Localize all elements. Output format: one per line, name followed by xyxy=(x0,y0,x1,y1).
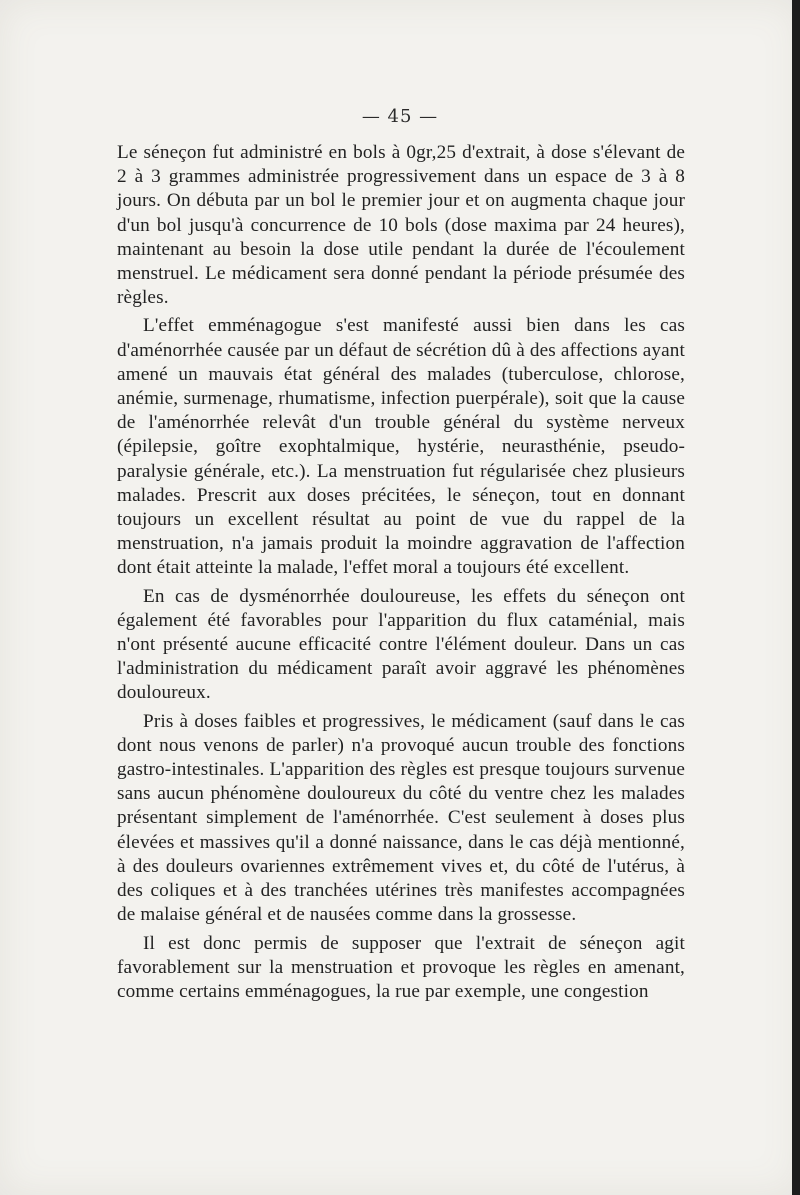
body-text xyxy=(117,141,685,1004)
paragraph: Pris à doses faibles et progressives, le médicament (sauf dans le cas dont nous venons de parler) n'a provoqué aucun trouble des fonctions gastro-intestinales. L'apparition des règles est presque toujours survenue sans aucun phénomène douloureux du côté du ventre chez les malades présentant simplement de l'aménorrhée. C'est seulement à doses plus élevées et massives qu'il a donné naissance, dans le cas déjà mentionné, à des douleurs ovariennes extrêmement vives et, du côté de l'utérus, à des coliques et à des tranchées utérines très manifestes accompagnées de malaise général et de nausées comme dans la grossesse. xyxy=(117,710,685,926)
paragraph: En cas de dysménorrhée douloureuse, les effets du séneçon ont également été favorables pour l'apparition du flux cataménial, mais n'ont présenté aucune efficacité contre l'élément douleur. Dans un cas l'administration du médicament paraît avoir aggravé les phénomènes douloureux. xyxy=(117,585,685,704)
paragraph: Le séneçon fut administré en bols à 0gr,25 d'extrait, à dose s'élevant de 2 à 3 grammes administrée progressivement dans un espace de 3 à 8 jours. On débuta par un bol le premier jour et on augmenta chaque jour d'un bol jusqu'à concurrence de 10 bols (dose maxima par 24 heures), maintenant au besoin la dose utile pendant la durée de l'écoulement menstruel. Le médicament sera donné pendant la période présumée des règles. xyxy=(117,142,685,309)
paragraph: Il est donc permis de supposer que l'extrait de séneçon agit favorablement sur la menstruation et provoque les règles en amenant, comme certains emménagogues, la rue par exemple, une congestion xyxy=(117,932,685,1002)
page-edge xyxy=(792,0,800,1195)
paragraph: L'effet emménagogue s'est manifesté aussi bien dans les cas d'aménorrhée causée par un défaut de sécrétion dû à des affections ayant amené un mauvais état général des malades (tuberculose, chlorose, anémie, surmenage, rhumatisme, infection puerpérale), soit que la cause de l'aménorrhée relevât d'un trouble général du système nerveux (épilepsie, goître exophtalmique, hystérie, neurasthénie, pseudo-paralysie générale, etc.). La menstruation fut régularisée chez plusieurs malades. Prescrit aux doses précitées, le séneçon, tout en donnant toujours un excellent résultat au point de vue du rappel de la menstruation, n'a jamais produit la moindre aggravation de l'affection dont était atteinte la malade, l'effet moral a toujours été excellent. xyxy=(117,315,685,579)
page-number: — 45 — xyxy=(361,106,439,127)
